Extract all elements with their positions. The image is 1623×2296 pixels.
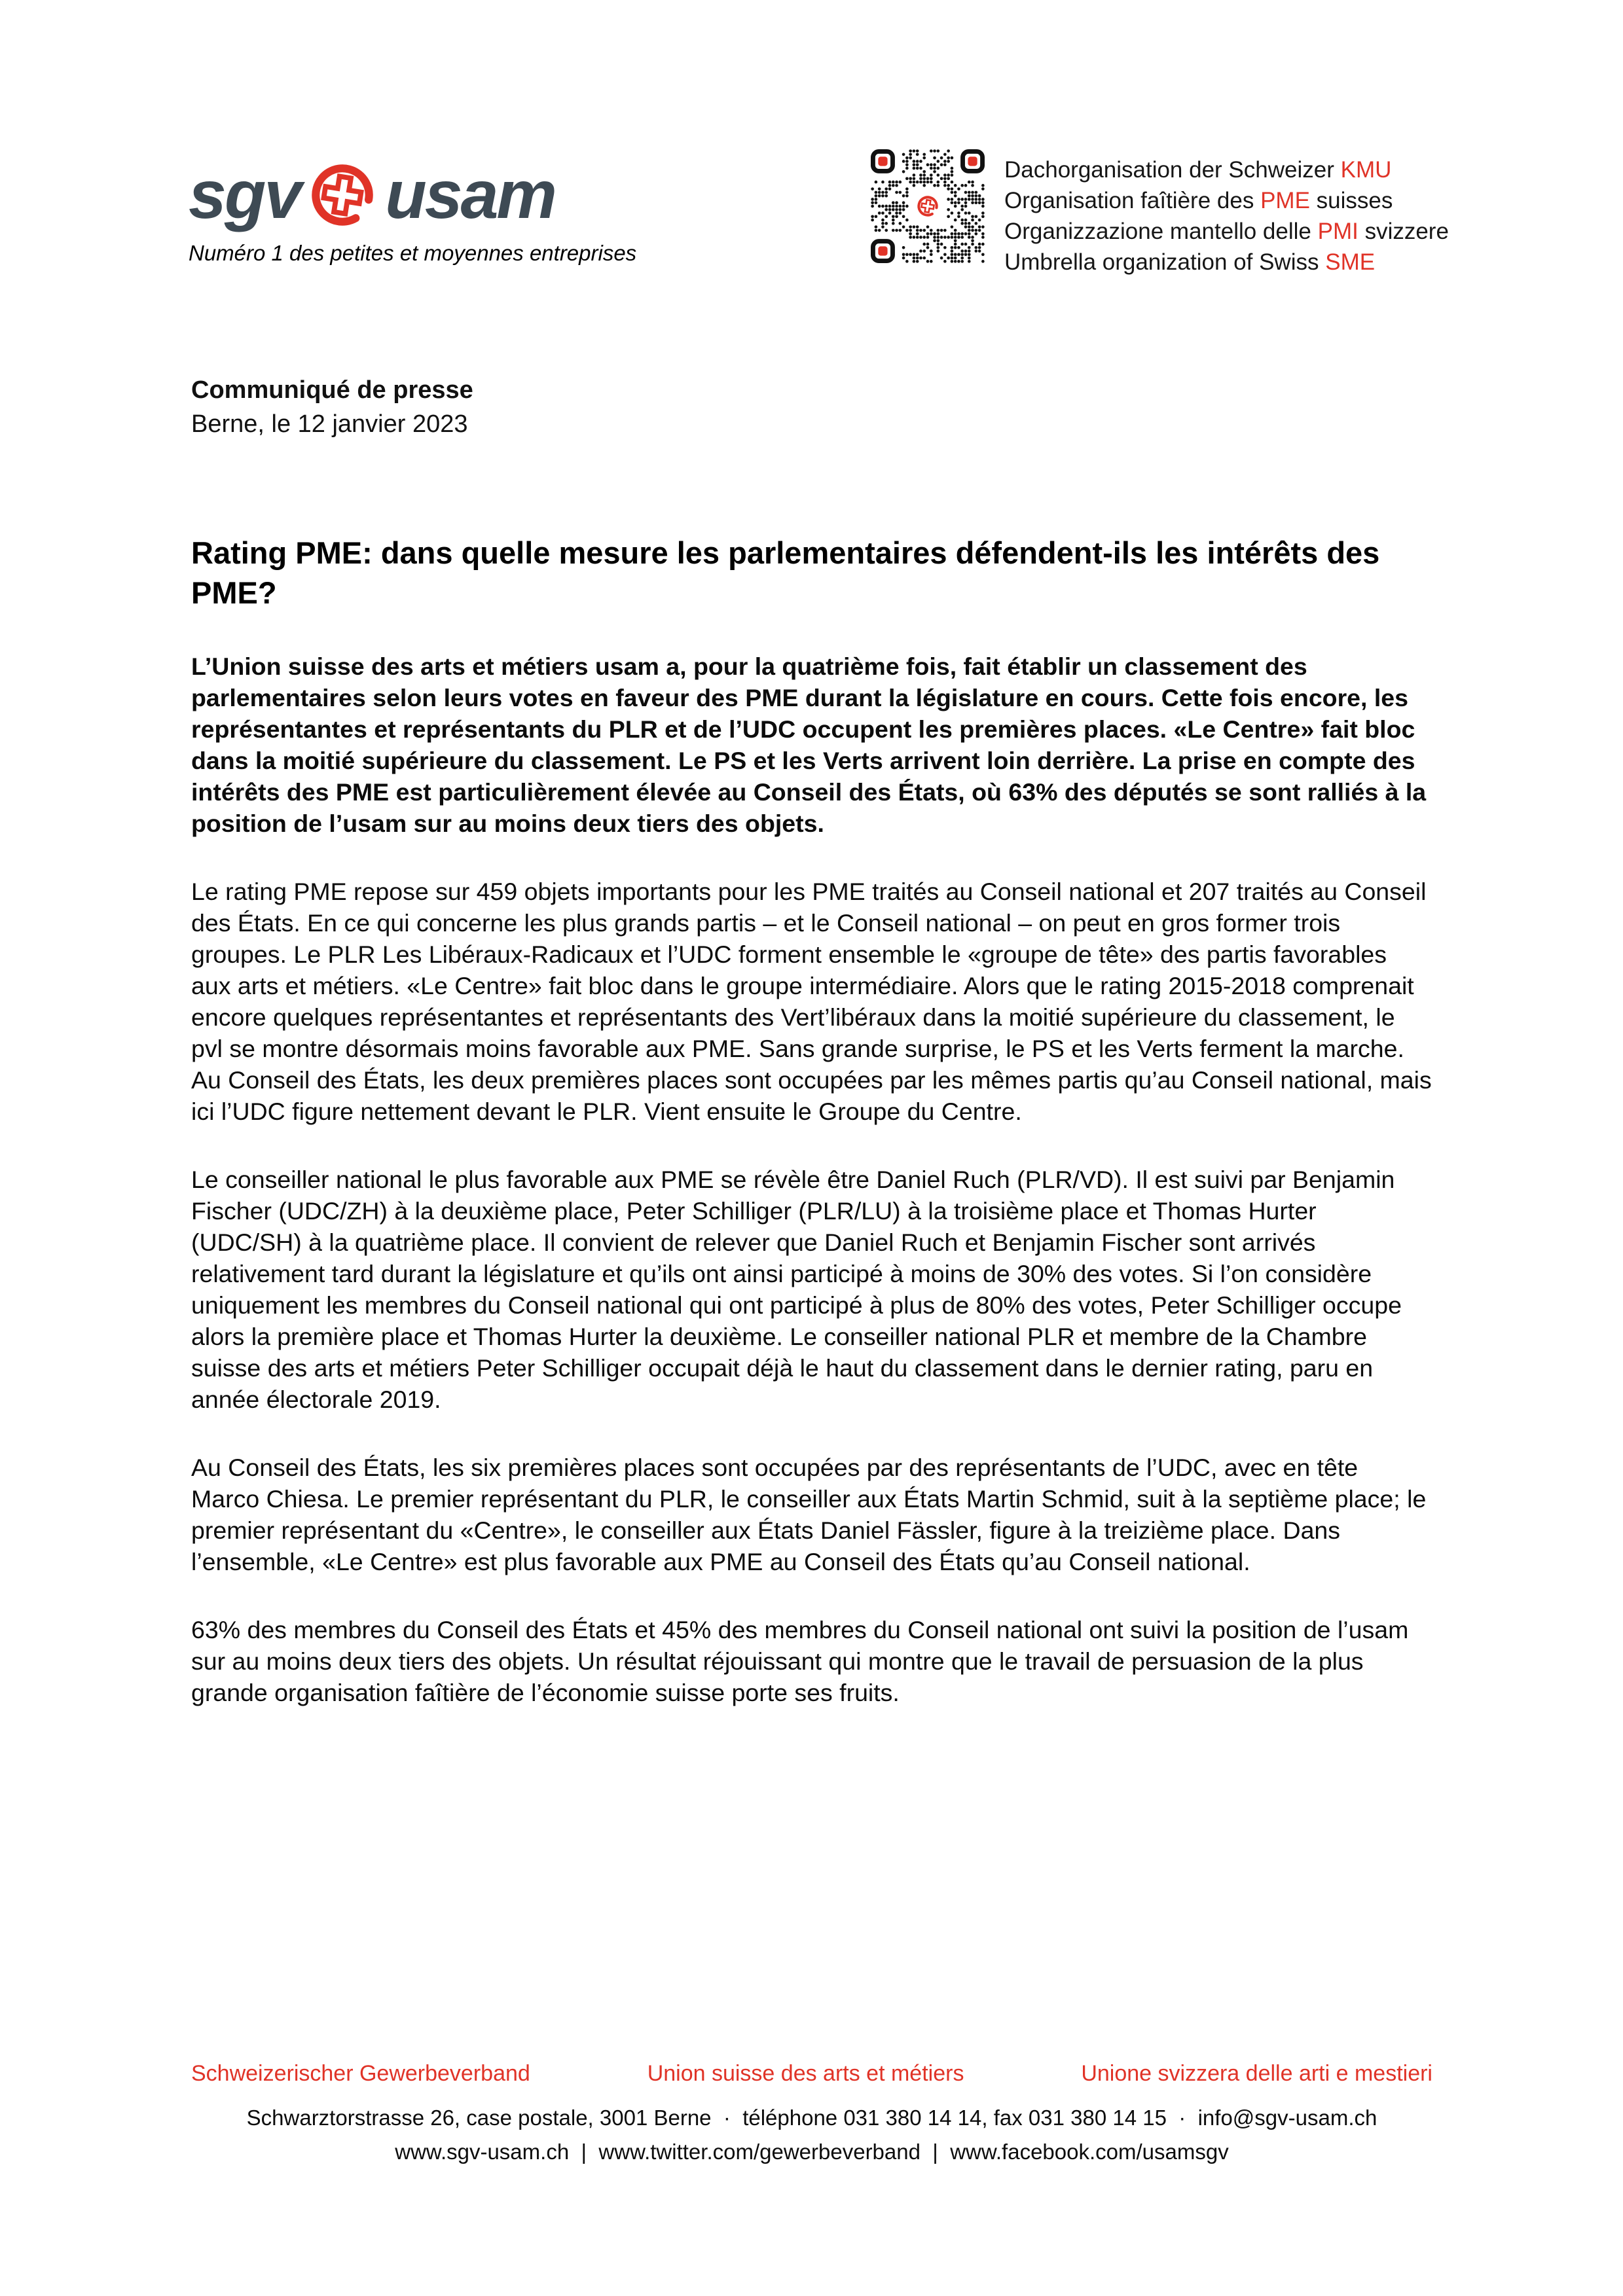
body-paragraph: Le rating PME repose sur 459 objets importants pour les PME traités au Conseil national et 207 traités au Conseil des États. En ce qui concerne les plus grands partis – et le Conseil national – on peut en gros former trois groupes. Le PLR Les Libéraux-Radicaux et l’UDC forment ensemble le «groupe de tête» des partis favorables aux arts et métiers. «Le Centre» fait bloc dans le groupe intermédiaire. Alors que le rating 2015-2018 comprenait encore quelques représentantes et représentants des Vert’libéraux dans la moitié supérieure du classement, le pvl se montre désormais moins favorable aux PME. Sans grande surprise, le PS et les Verts ferment la marche. Au Conseil des États, les deux premières places sont occupées par les mêmes partis qu’au Conseil national, mais ici l’UDC figure nettement devant le PLR. Vient ensuite le Groupe du Centre. (191, 878, 1432, 1125)
doc-type-label: Communiqué de presse (191, 376, 473, 404)
article (191, 533, 1432, 1745)
org-line-text: Dachorganisation der Schweizer (1004, 157, 1341, 183)
footer-org-de: Schweizerischer Gewerbeverband (191, 2061, 530, 2086)
logo-sgv-text: sgv (189, 157, 301, 233)
qr-code-graphic (871, 149, 985, 263)
org-line-text: Organisation faîtière des (1004, 188, 1261, 213)
logo-wordmark (189, 159, 636, 231)
org-line-suffix: svizzere (1358, 219, 1449, 244)
body-paragraph: Le conseiller national le plus favorable aux PME se révèle être Daniel Ruch (PLR/VD). Il est suivi par Benjamin Fischer (UDC/ZH) à la deuxième place, Peter Schilliger (PLR/LU) à la troisième place et Thomas Hurter (UDC/SH) à la quatrième place. Il convient de relever que Daniel Ruch et Benjamin Fischer sont arrivés relativement tard durant la législature et qu’ils ont ainsi participé à moins de 30% des votes. Si l’on considère uniquement les membres du Conseil national qui ont participé à plus de 80% des votes, Peter Schilliger occupe alors la première place et Thomas Hurter la deuxième. Le conseiller national PLR et membre de la Chambre suisse des arts et métiers Peter Schilliger occupait déjà le haut du classement dans le dernier rating, paru en année électorale 2019. (191, 1166, 1402, 1413)
footer-address: Schwarztorstrasse 26, case postale, 3001 Berne · téléphone 031 380 14 14, fax 031 380 14 15 · info@sgv-usam.ch (246, 2105, 1377, 2130)
lead-paragraph: L’Union suisse des arts et métiers usam a, pour la quatrième fois, fait établir un classement des parlementaires selon leurs votes en faveur des PME durant la législature en cours. Cette fois encore, les représentantes et représentants du PLR et de l’UDC occupent les premières places. «Le Centre» fait bloc dans la moitié supérieure du classement. Le PS et les Verts arrivent loin derrière. La prise en compte des intérêts des PME est particulièrement élevée au Conseil des États, où 63% des députés se sont ralliés à la position de l’usam sur au moins deux tiers des objets. (191, 653, 1427, 837)
footer-org-it: Unione svizzera delle arti e mestieri (1081, 2061, 1432, 2086)
org-line-it (1004, 216, 1449, 247)
org-line-text: Umbrella organization of Swiss (1004, 249, 1326, 275)
org-line-highlight: KMU (1340, 157, 1392, 183)
org-description-block (1004, 154, 1449, 278)
article-title: Rating PME: dans quelle mesure les parlementaires défendent-ils les intérêts des PME? (191, 535, 1380, 610)
org-line-highlight: SME (1325, 249, 1376, 275)
body-paragraph: 63% des membres du Conseil des États et 45% des membres du Conseil national ont suivi la position de l’usam sur au moins deux tiers des objets. Un résultat réjouissant qui montre que le travail de persuasion de la plus grande organisation faîtière de l’économie suisse porte ses fruits. (191, 1616, 1409, 1706)
qr-code (871, 149, 985, 263)
footer-links: www.sgv-usam.ch | www.twitter.com/gewerbeverband | www.facebook.com/usamsgv (395, 2139, 1229, 2164)
sgv-emblem-icon (306, 159, 378, 231)
org-line-suffix: suisses (1309, 188, 1393, 213)
org-line-text: Organizzazione mantello delle (1004, 219, 1318, 244)
footer (191, 2060, 1432, 2164)
org-line-fr (1004, 185, 1449, 216)
org-line-highlight: PMI (1317, 219, 1359, 244)
org-line-en (1004, 247, 1449, 278)
footer-orgs (191, 2060, 1432, 2087)
org-line-highlight: PME (1260, 188, 1310, 213)
logo-tagline: Numéro 1 des petites et moyennes entreprises (189, 241, 637, 265)
footer-org-fr: Union suisse des arts et métiers (647, 2061, 964, 2086)
logo-usam-text: usam (385, 157, 555, 233)
org-line-de (1004, 154, 1449, 185)
logo-block (189, 159, 636, 265)
meta-block (191, 373, 473, 441)
dateline: Berne, le 12 janvier 2023 (191, 410, 468, 438)
body-paragraph: Au Conseil des États, les six premières places sont occupées par des représentants de l’UDC, avec en tête Marco Chiesa. Le premier représentant du PLR, le conseiller aux États Martin Schmid, suit à la septième place; le premier représentant du «Centre», le conseiller aux États Daniel Fässler, figure à la treizième place. Dans l’ensemble, «Le Centre» est plus favorable aux PME au Conseil des États qu’au Conseil national. (191, 1454, 1427, 1575)
